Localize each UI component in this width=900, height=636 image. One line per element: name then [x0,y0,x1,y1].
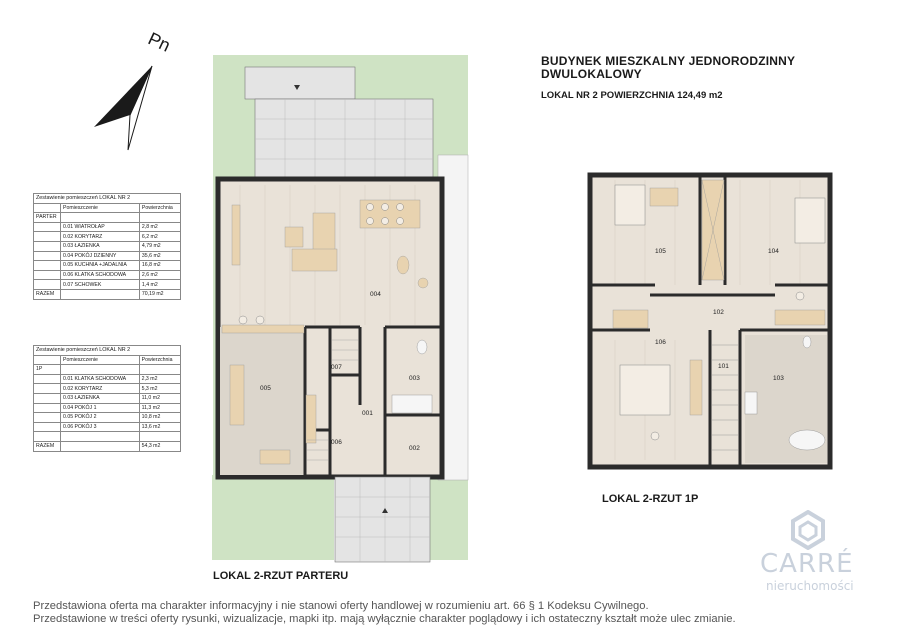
room-number: 101 [718,363,729,370]
table-row: 0.05 KUCHNIA +JADALNIA 16,8 m2 [34,261,181,271]
room-table-1p [33,345,181,452]
col-header-room: Pomieszczenie [61,203,140,213]
room-number: 102 [713,309,724,316]
table-row: 0.07 SCHOWEK 1,4 m2 [34,280,181,290]
table-row: 0.05 POKÓJ 2 10,8 m2 [34,413,181,423]
north-compass [80,30,190,160]
logo-sub: nieruchomości [766,579,854,593]
disclaimer-line1: Przedstawiona oferta ma charakter informacyjny i nie stanowi oferty handlowej w rozumieniu art. 66 § 1 Kodeksu Cywilnego. [33,600,649,612]
room-number: 004 [370,291,381,298]
table-caption: Zestawienie pomieszczeń LOKAL NR 2 [34,194,181,204]
floor-label: 1P [34,365,61,375]
table-row: 0.04 POKÓJ 1 11,3 m2 [34,403,181,413]
upper-floor-plan [585,170,840,472]
compass-arrow-icon [80,30,190,160]
title-line2: DWULOKALOWY [541,67,642,81]
room-number: 006 [331,439,342,446]
ground-plan-label: LOKAL 2-RZUT PARTERU [213,570,349,582]
subtitle: LOKAL NR 2 POWIERZCHNIA 124,49 m2 [541,90,723,101]
logo-name: CARRÉ [760,549,854,579]
col-header-area: Powierzchnia [139,355,180,365]
table-row: 0.02 KORYTARZ 6,2 m2 [34,232,181,242]
room-number: 103 [773,375,784,382]
room-number: 005 [260,385,271,392]
table-total-row: RAZEM 54,3 m2 [34,441,181,451]
table-row: 0.01 KLATKA SCHODOWA 2,3 m2 [34,374,181,384]
room-number: 007 [331,364,342,371]
table-row: 0.04 POKÓJ DZIENNY 35,6 m2 [34,251,181,261]
room-number: 106 [655,339,666,346]
room-number: 001 [362,410,373,417]
disclaimer-line2: Przedstawione w treści oferty rysunki, wizualizacje, mapki itp. mają wyłącznie charakter poglądowy i ich ostateczny kształt może ulec zmianie. [33,613,736,625]
col-header-area: Powierzchnia [139,203,180,213]
table-row: 0.02 KORYTARZ 5,3 m2 [34,384,181,394]
col-header-room: Pomieszczenie [61,355,140,365]
room-number: 002 [409,445,420,452]
room-number: 104 [768,248,779,255]
table-row: 0.06 POKÓJ 3 13,6 m2 [34,422,181,432]
table-row: 0.03 ŁAZIENKA 11,0 m2 [34,393,181,403]
table-caption: Zestawienie pomieszczeń LOKAL NR 2 [34,346,181,356]
table-row: 0.01 WIATROŁAP 2,8 m2 [34,222,181,232]
table-row: 0.03 ŁAZIENKA 4,79 m2 [34,241,181,251]
upper-plan-label: LOKAL 2-RZUT 1P [602,493,699,505]
carre-logo-icon [790,510,826,550]
ground-floor-plan [210,55,470,565]
compass-label: Pn [145,28,174,56]
table-row: 0.06 KLATKA SCHODOWA 2,6 m2 [34,270,181,280]
room-table-parter [33,193,181,300]
table-total-row: RAZEM 70,19 m2 [34,289,181,299]
floor-label: PARTER [34,213,61,223]
title-line1: BUDYNEK MIESZKALNY JEDNORODZINNY [541,54,796,68]
room-number: 003 [409,375,420,382]
room-number: 105 [655,248,666,255]
